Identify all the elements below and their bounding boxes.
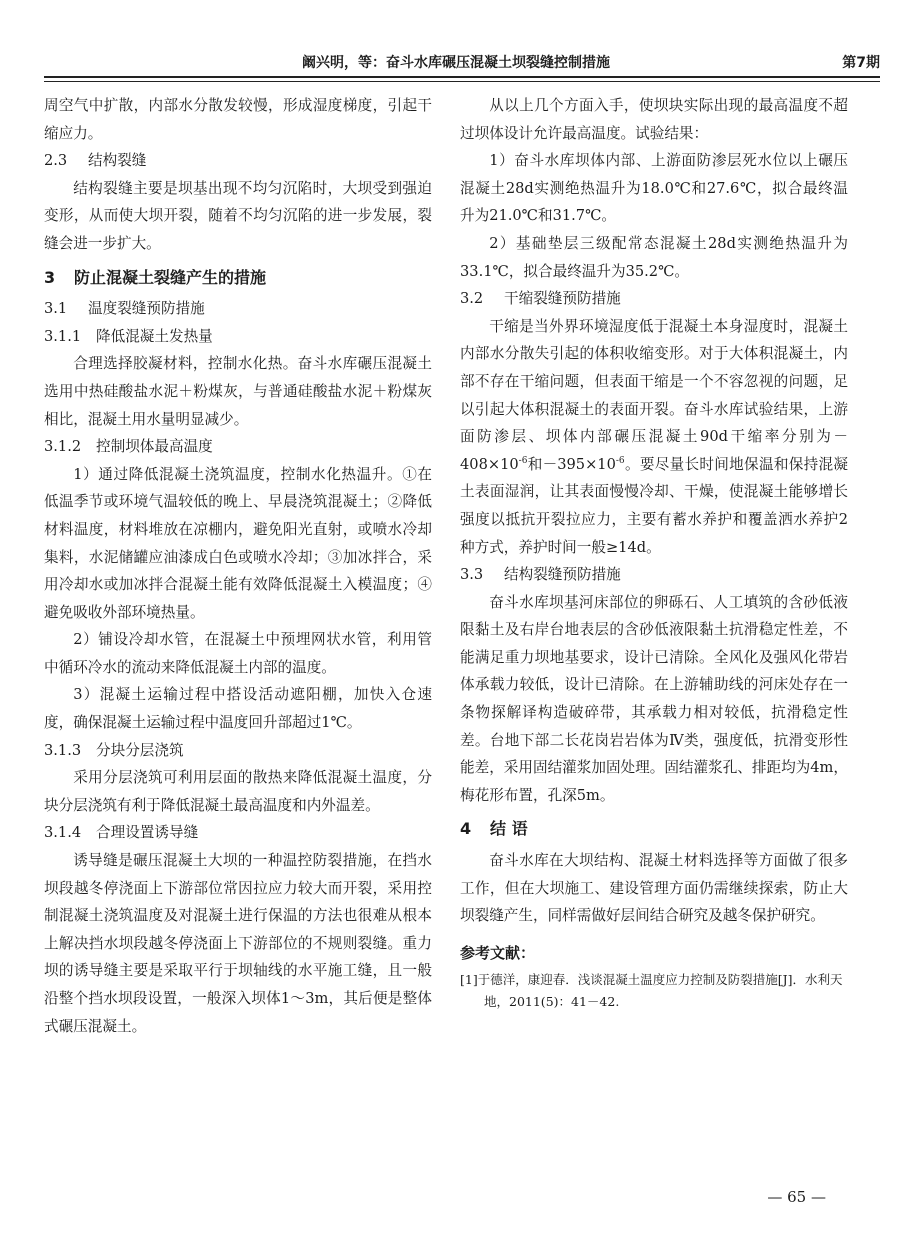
section-heading-3-1-1: 3.1.1 降低混凝土发热量: [44, 327, 213, 345]
section-heading-3-1-4: 3.1.4 合理设置诱导缝: [44, 824, 199, 842]
paragraph: 采用分层浇筑可利用层面的散热来降低混凝土温度，分块分层浇筑有利于降低混凝土最高温度和内外温差。: [44, 769, 432, 814]
paragraph: 1）奋斗水库坝体内部、上游面防渗层死水位以上碾压混凝土28d实测绝热温升为18.0℃和27.6℃，拟合最终温升为21.0℃和31.7℃。: [460, 152, 848, 225]
running-header: [44, 50, 880, 78]
superscript: -6: [615, 455, 625, 466]
issue-number: 第7期: [842, 55, 880, 71]
paragraph: 从以上几个方面入手，使坝块实际出现的最高温度不超过坝体设计允许最高温度。试验结果：: [460, 97, 848, 142]
section-heading-3-1-2: 3.1.2 控制坝体最高温度: [44, 438, 213, 456]
paragraph: 2）基础垫层三级配常态混凝土28d实测绝热温升为33.1℃，拟合最终温升为35.2℃。: [460, 234, 848, 280]
paragraph: 2）铺设冷却水管，在混凝土中预埋网状水管，利用管中循环冷水的流动来降低混凝土内部的温度。: [44, 631, 432, 676]
paragraph: 奋斗水库在大坝结构、混凝土材料选择等方面做了很多工作，但在大坝施工、建设管理方面仍需继续探索，防止大坝裂缝产生，同样需做好层间结合研究及越冬保护研究。: [460, 852, 848, 925]
section-heading-3: 3 防止混凝土裂缝产生的措施: [44, 267, 267, 287]
header-rule: [44, 81, 880, 82]
running-title: 阚兴明，等：奋斗水库碾压混凝土坝裂缝控制措施: [302, 55, 610, 71]
superscript: -6: [518, 455, 528, 466]
page-number: — 65 —: [767, 1188, 826, 1206]
section-heading-3-1: 3.1 温度裂缝预防措施: [44, 300, 205, 318]
paragraph: 干缩是当外界环境湿度低于混凝土本身湿度时，混凝土内部水分散失引起的体积收缩变形。对于大体积混凝土，内部不存在干缩问题，但表面干缩是一个不容忽视的问题，足以引起大体积混凝土的表面开裂。奋斗水库试验结果，上游面防渗层、坝体内部碾压混凝土90d干缩率分别为$-408\times 10^{-6}$和$-395\times 10^{-6}$。要尽量长时间地保温和保持混凝土表面湿润，让其表面慢慢冷却、干燥，使混凝土能够增长强度以抵抗开裂拉应力，主要有蓄水养护和覆盖洒水养护2种方式，养护时间一般≥14d。: [460, 317, 848, 556]
section-heading-3-3: 3.3 结构裂缝预防措施: [460, 566, 621, 584]
paragraph: 3）混凝土运输过程中搭设活动遮阳棚，加快入仓速度，确保混凝土运输过程中温度回升部超过1℃。: [44, 686, 432, 732]
section-heading-3-1-3: 3.1.3 分块分层浇筑: [44, 741, 184, 759]
paragraph: 结构裂缝主要是坝基出现不均匀沉陷时，大坝受到强迫变形，从而使大坝开裂，随着不均匀沉陷的进一步发展，裂缝会进一步扩大。: [44, 179, 432, 252]
right-column: [460, 92, 848, 1013]
left-column: [44, 92, 432, 1040]
reference-item: [1]于德洋，康迎春．浅谈混凝土温度应力控制及防裂措施[J]．水利天地，2011(5)：41－42.: [460, 972, 843, 1010]
paragraph: 奋斗水库坝基河床部位的卵砾石、人工填筑的含砂低液限黏土及右岸台地表层的含砂低液限黏土抗滑稳定性差，不能满足重力坝地基要求，设计已清除。全风化及强风化带岩体承载力较低，设计已清除。在上游辅助线的河床处存在一条物探解译构造破碎带，其承载力相对较低，抗滑稳定性差。台地下部二长花岗岩岩体为Ⅳ类，强度低，抗滑变形性能差，采用固结灌浆加固处理。固结灌浆孔、排距均为4m，梅花形布置，孔深5m。: [460, 593, 848, 804]
paragraph: 合理选择胶凝材料，控制水化热。奋斗水库碾压混凝土选用中热硅酸盐水泥＋粉煤灰，与普通硅酸盐水泥＋粉煤灰相比，混凝土用水量明显减少。: [44, 355, 432, 428]
paragraph: 诱导缝是碾压混凝土大坝的一种温控防裂措施，在挡水坝段越冬停浇面上下游部位常因拉应力较大而开裂，采用控制混凝土浇筑温度及对混凝土进行保温的方法也很难从根本上解决挡水坝段越冬停浇面上下游部位的不规则裂缝。重力坝的诱导缝主要是采取平行于坝轴线的水平施工缝，且一般沿整个挡水坝段设置，一般深入坝体1～3m，其后便是整体式碾压混凝土。: [44, 852, 432, 1035]
paragraph: 周空气中扩散，内部水分散发较慢，形成湿度梯度，引起干缩应力。: [44, 97, 432, 142]
paragraph: 1）通过降低混凝土浇筑温度，控制水化热温升。①在低温季节或环境气温较低的晚上、早晨浇筑混凝土；②降低材料温度，材料堆放在凉棚内，避免阳光直射，或喷水冷却集料，水泥储罐应油漆成白色或喷水冷却；③加冰拌合，采用冷却水或加冰拌合混凝土能有效降低混凝土入模温度；④避免吸收外部环境热量。: [44, 465, 432, 621]
references-heading: 参考文献：: [460, 943, 536, 962]
section-heading-2-3: 2.3 结构裂缝: [44, 152, 147, 170]
section-heading-4: 4 结 语: [460, 819, 528, 839]
section-heading-3-2: 3.2 干缩裂缝预防措施: [460, 290, 621, 308]
